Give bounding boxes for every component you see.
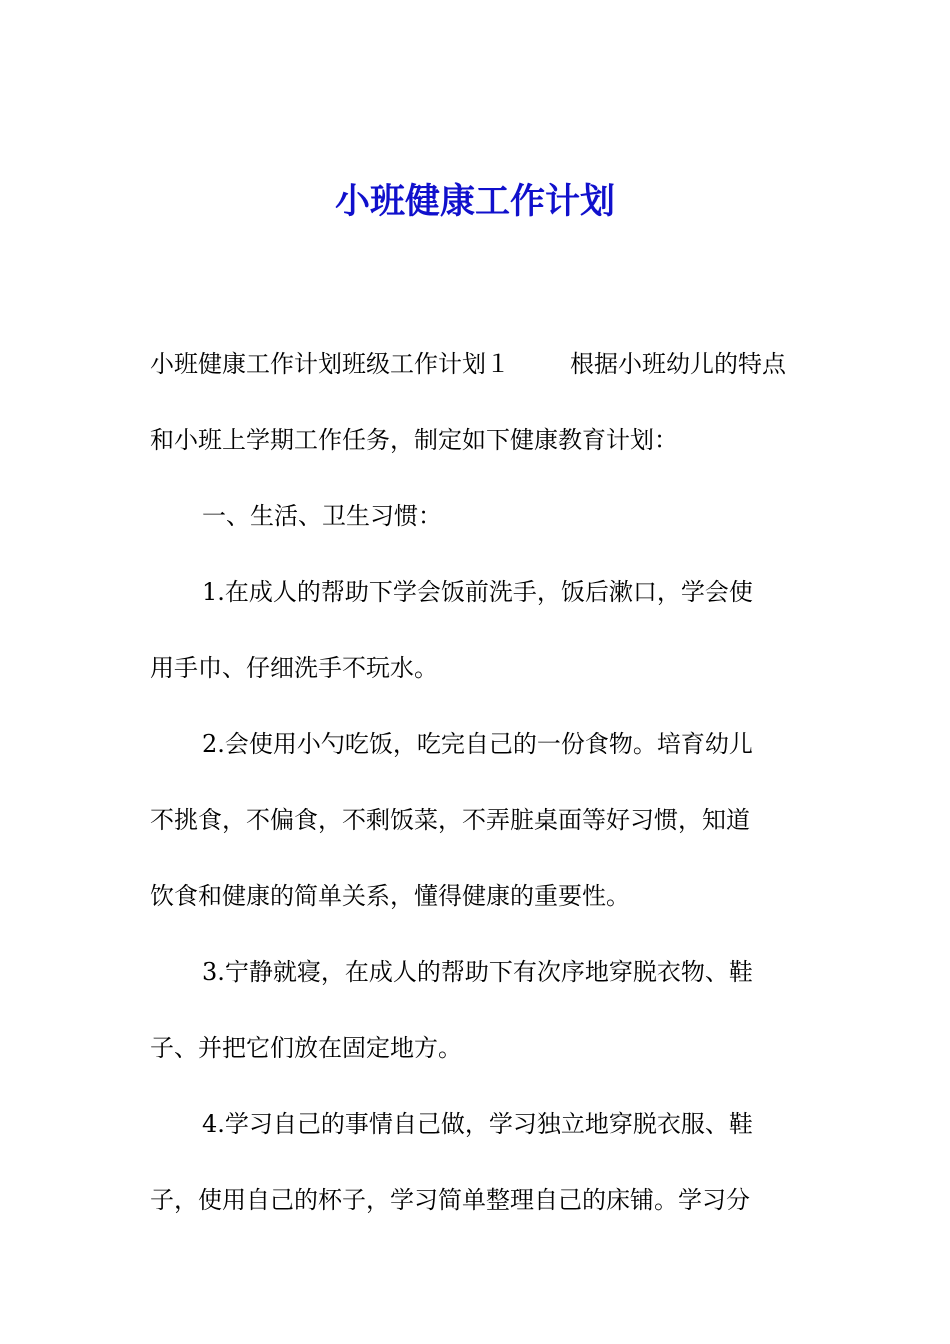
body-line-item-4-cont: 子，使用自己的杯子，学习简单整理自己的床铺。学习分 <box>150 1186 750 1214</box>
section-heading-habits: 一、生活、卫生习惯： <box>202 502 442 530</box>
body-line-item-3-cont: 子、并把它们放在固定地方。 <box>150 1034 462 1062</box>
body-line-item-1-cont: 用手巾、仔细洗手不玩水。 <box>150 654 438 682</box>
body-line-1-part-a: 小班健康工作计划班级工作计划１ <box>150 350 510 378</box>
body-line-item-2: 2.会使用小勺吃饭，吃完自己的一份食物。培育幼儿 <box>202 730 753 758</box>
body-line-item-2-cont-2: 饮食和健康的简单关系，懂得健康的重要性。 <box>150 882 630 910</box>
document-title: 小班健康工作计划 <box>334 181 615 222</box>
body-line-1 <box>150 326 810 402</box>
body-line-item-4: 4.学习自己的事情自己做，学习独立地穿脱衣服、鞋 <box>202 1110 753 1138</box>
body-line-2: 和小班上学期工作任务，制定如下健康教育计划： <box>150 426 678 454</box>
body-line-1-part-b: 根据小班幼儿的特点 <box>570 350 786 378</box>
body-line-item-3: 3.宁静就寝，在成人的帮助下有次序地穿脱衣物、鞋 <box>202 958 753 986</box>
body-line-item-1: 1.在成人的帮助下学会饭前洗手，饭后漱口，学会使 <box>202 578 753 606</box>
document-body <box>150 326 810 1238</box>
body-line-item-2-cont-1: 不挑食，不偏食，不剩饭菜，不弄脏桌面等好习惯，知道 <box>150 806 750 834</box>
